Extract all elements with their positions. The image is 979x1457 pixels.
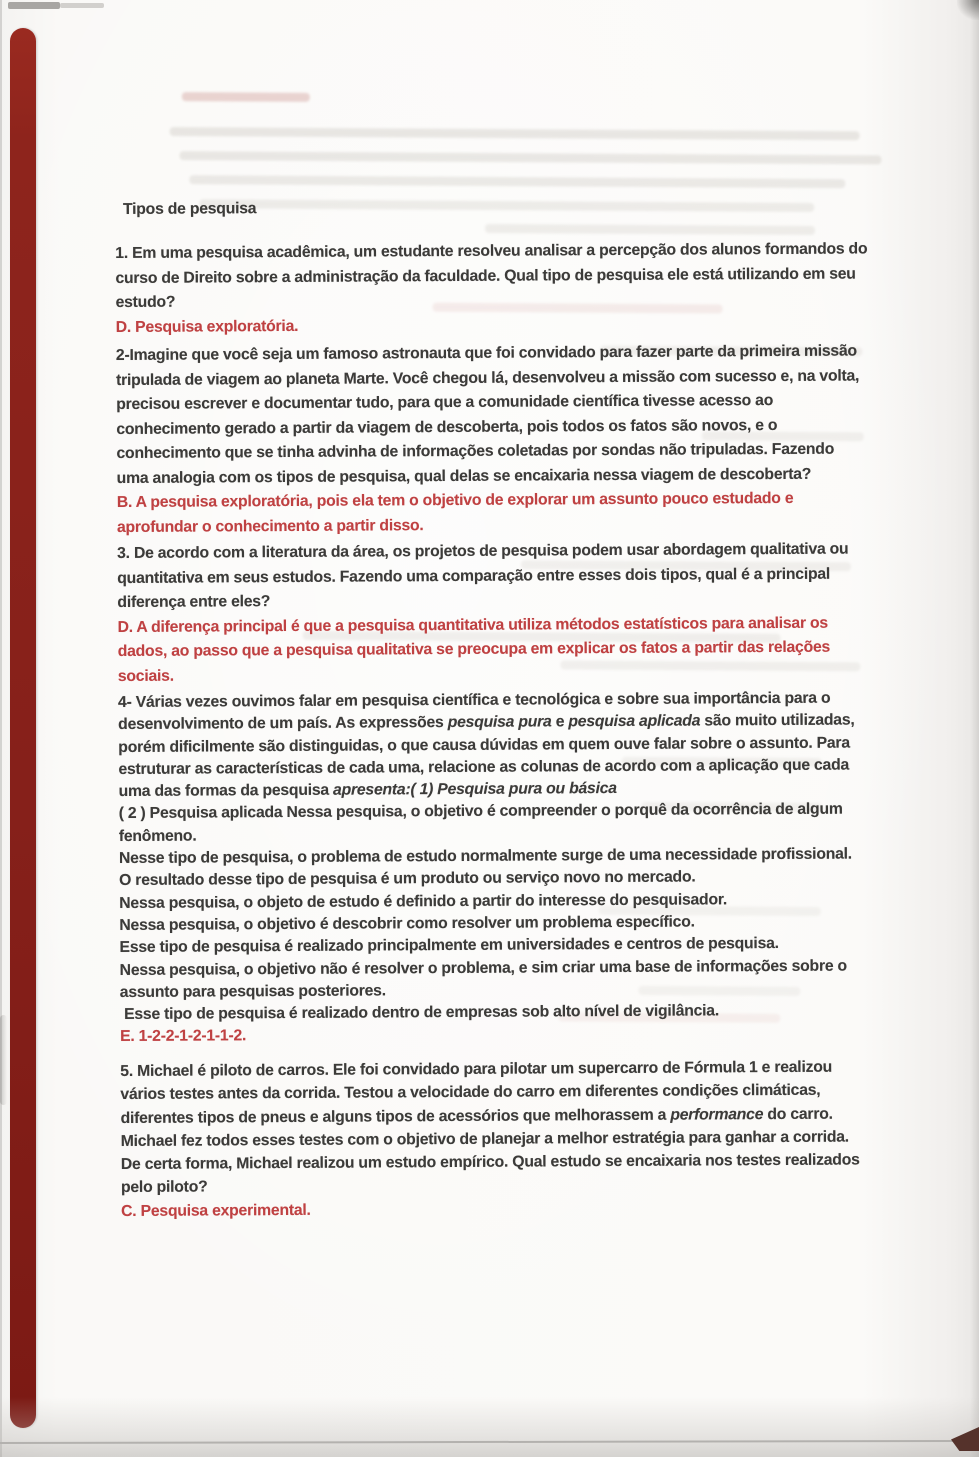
question-line: assunto para pesquisas posteriores. [119,982,386,1001]
folder-edge-left [10,28,36,1428]
question-line: pelo piloto? [120,1178,208,1197]
question-line: Nessa pesquisa, o objetivo é descobrir como resolver um problema específico. [119,913,695,934]
question-block-2 [116,339,977,540]
question-line: desenvolvimento de um país. As expressões pesquisa pura e pesquisa aplicada são muito utilizadas, [118,711,855,734]
page-title: Tipos de pesquisa [122,200,257,218]
question-line: estruturar as características de cada uma, relacione as colunas de acordo com a aplicação que cada [118,756,850,778]
question-line: 5. Michael é piloto de carros. Ele foi convidado para pilotar um supercarro de Fórmula 1 e realizou [120,1058,833,1081]
left-edge-line [0,0,2,1457]
question-line: O resultado desse tipo de pesquisa é um produto ou serviço novo no mercado. [119,868,696,890]
question-line: precisou escrever e documentar tudo, para que a comunidade científica tivesse acesso ao [116,392,774,414]
question-line: 4- Várias vezes ouvimos falar em pesquisa científica e tecnológica e sobre sua importância para o [117,689,831,712]
question-line: curso de Direito sobre a administração da faculdade. Qual tipo de pesquisa ele está utilizando em seu [115,265,856,287]
question-line: vários testes antes da corrida. Testou a velocidade do carro em diferentes condições climáticas, [120,1082,821,1104]
question-block-5 [120,1055,979,1223]
page-edge-right-shadow [970,0,979,1457]
left-edge-smudge [0,1015,7,1105]
question-line: conhecimento que se tinha advinha de informações coletadas por sondas não tripuladas. Fazendo [116,440,835,463]
question-line: Esse tipo de pesquisa é realizado principalmente em universidades e centros de pesquisa. [119,935,779,957]
question-block-4 [118,687,979,1049]
question-line: fenômeno. [118,827,197,845]
question-line: quantitativa em seus estudos. Fazendo uma comparação entre esses dois tipos, qual é a principal [117,565,831,587]
question-line: uma analogia com os tipos de pesquisa, qual delas se encaixaria nessa viagem de descoberta? [116,465,812,487]
question-line: porém dificilmente são distinguidas, o que causa dúvidas em quem ouve falar sobre o assunto. Para [118,734,850,756]
question-block-3 [117,537,978,689]
question-line: Nessa pesquisa, o objetivo não é resolver o problema, e sim criar uma base de informações sobre o [119,957,847,979]
question-line: diferentes tipos de pneus e alguns tipos de acessórios que melhorassem a performance do carro. [120,1105,833,1127]
question-line: ( 2 ) Pesquisa aplicada Nessa pesquisa, o objetivo é compreender o porquê da ocorrência de algum [118,801,843,823]
question-line: Nessa pesquisa, o objeto de estudo é definido a partir do interesse do pesquisador. [119,890,728,912]
question-line: De certa forma, Michael realizou um estudo empírico. Qual estudo se encaixaria nos testes realizados [120,1151,860,1174]
question-line: Nesse tipo de pesquisa, o problema de estudo normalmente surge de uma necessidade profissional. [118,845,852,868]
answer-line: C. Pesquisa experimental. [121,1201,311,1220]
question-line: tripulada de viagem ao planeta Marte. Você chegou lá, desenvolveu a missão com sucesso e, na volta, [115,366,860,389]
scan-dash-top-left-faint [60,3,104,8]
question-block-1 [115,237,976,340]
question-line: diferença entre eles? [117,593,271,612]
question-line: 2-Imagine que você seja um famoso astronauta que foi convidado para fazer parte da primeira missão [115,342,857,365]
answer-line: D. Pesquisa exploratória. [115,317,299,336]
question-line: 1. Em uma pesquisa acadêmica, um estudante resolveu analisar a percepção dos alunos formandos do [115,240,868,263]
question-line: conhecimento gerado a partir da viagem de descoberta, pois todos os fatos são novos, e o [116,416,778,438]
answer-line: E. 1-2-2-1-2-1-1-2. [120,1027,247,1046]
answer-line: dados, ao passo que a pesquisa qualitativa se preocupa em explicar os fatos a partir das relações [117,638,831,661]
answer-line: D. A diferença principal é que a pesquisa quantitativa utiliza métodos estatísticos para analisar os [117,614,828,636]
scan-dash-top-left [8,2,60,9]
answer-line: B. A pesquisa exploratória, pois ela tem o objetivo de explorar um assunto pouco estudado e [116,489,794,512]
question-line: Esse tipo de pesquisa é realizado dentro de empresas sob alto nível de vigilância. [119,1002,720,1024]
page-bottom-shadow [0,1397,979,1457]
answer-line: aprofundar o conhecimento a partir disso. [116,516,424,536]
answer-line: sociais. [117,667,174,685]
question-line: estudo? [115,293,176,312]
question-line: uma das formas da pesquisa apresenta:( 1) Pesquisa pura ou básica [118,780,617,801]
question-line: 3. De acordo com a literatura da área, os projetos de pesquisa podem usar abordagem qualitativa ou [117,540,849,563]
question-line: Michael fez todos esses testes com o objetivo de planejar a melhor estratégia para ganhar a corrida. [120,1128,849,1150]
